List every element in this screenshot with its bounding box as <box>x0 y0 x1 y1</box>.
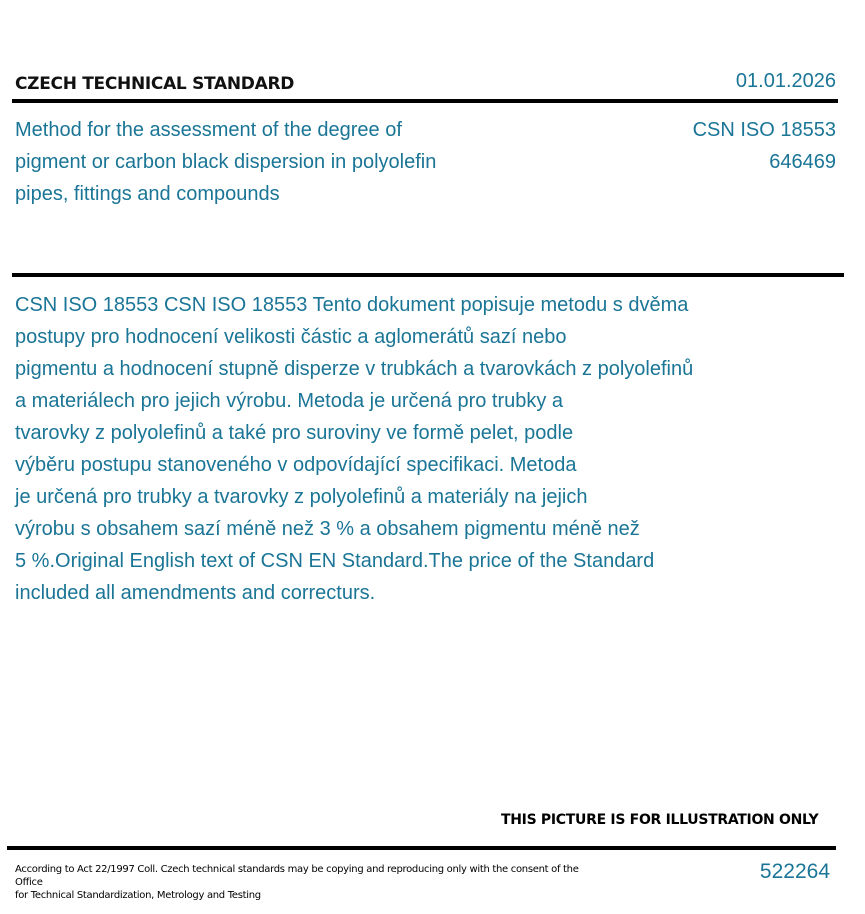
standard-code: CSN ISO 18553 <box>692 119 836 141</box>
footer-divider <box>7 846 836 850</box>
legal-line: According to Act 22/1997 Coll. Czech technical standards may be copying and reproducing only with the consent of the Office <box>15 864 579 888</box>
standard-identifiers <box>693 114 836 178</box>
description-line: 5 %.Original English text of CSN EN Standard.The price of the Standard <box>15 550 655 572</box>
description-line: a materiálech pro jejich výrobu. Metoda je určená pro trubky a <box>15 390 564 412</box>
description-line: je určená pro trubky a tvarovky z polyolefinů a materiály na jejich <box>15 486 588 508</box>
title-divider <box>12 273 844 277</box>
description-line: pigmentu a hodnocení stupně disperze v trubkách a tvarovkách z polyolefinů <box>15 358 694 380</box>
standard-title <box>15 114 485 210</box>
footer-code: 522264 <box>759 860 830 883</box>
illustration-disclaimer: THIS PICTURE IS FOR ILLUSTRATION ONLY <box>501 812 819 828</box>
title-line: pigment or carbon black dispersion in polyolefin <box>15 151 437 173</box>
description-line: included all amendments and correcturs. <box>15 582 376 604</box>
description-line: výběru postupu stanoveného v odpovídající specifikaci. Metoda <box>15 454 577 476</box>
description-line: CSN ISO 18553 CSN ISO 18553 Tento dokument popisuje metodu s dvěma <box>15 294 689 316</box>
header-divider <box>12 99 838 103</box>
publication-date: 01.01.2026 <box>735 70 836 92</box>
document-type-label: CZECH TECHNICAL STANDARD <box>15 74 295 94</box>
title-line: pipes, fittings and compounds <box>15 183 280 205</box>
legal-line: for Technical Standardization, Metrology and Testing <box>15 890 261 901</box>
catalog-number: 646469 <box>769 151 836 173</box>
description-line: výrobu s obsahem sazí méně než 3 % a obsahem pigmentu méně než <box>15 518 640 540</box>
title-line: Method for the assessment of the degree of <box>15 119 402 141</box>
standard-description <box>15 289 775 609</box>
description-line: tvarovky z polyolefinů a také pro suroviny ve formě pelet, podle <box>15 422 574 444</box>
description-line: postupy pro hodnocení velikosti částic a aglomerátů sazí nebo <box>15 326 567 348</box>
legal-notice <box>15 863 580 902</box>
